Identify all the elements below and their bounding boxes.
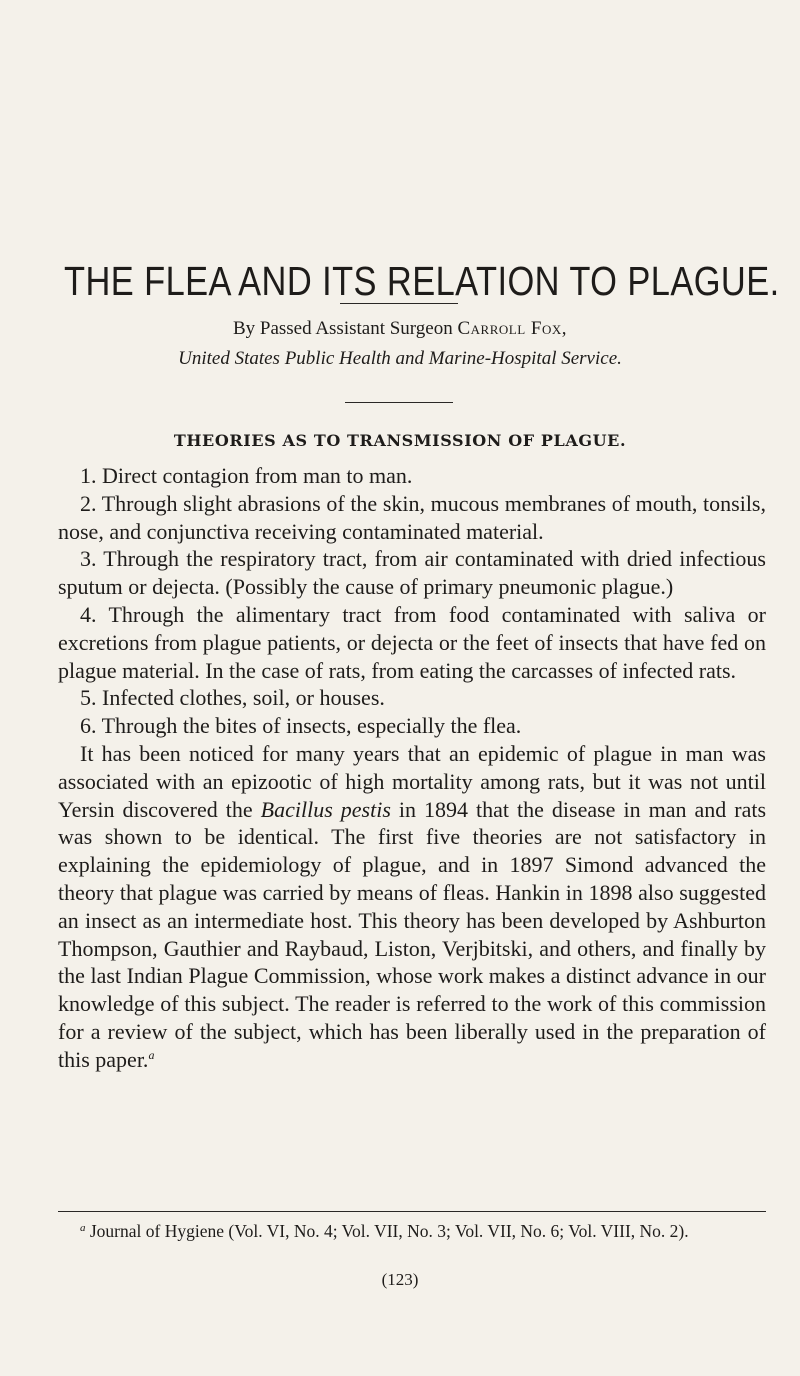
section-divider <box>345 402 453 403</box>
article-body <box>58 462 766 1074</box>
theory-item-3: 3. Through the respiratory tract, from air contaminated with dried infectious sputum or dejecta. (Possibly the cause of primary pneumonic plague.) <box>58 546 766 600</box>
theory-item-4: 4. Through the alimentary tract from food contaminated with saliva or excretions from plague patients, or dejecta or the feet of insects that have fed on plague material. In the case of rats, from eating the carcasses of infected rats. <box>58 601 766 683</box>
byline-prefix: By Passed Assistant Surgeon <box>232 318 453 339</box>
theory-item-2: 2. Through slight abrasions of the skin, mucous membranes of mouth, tonsils, nose, and conjunctiva receiving contaminated material. <box>58 490 766 544</box>
section-heading: THEORIES AS TO TRANSMISSION OF PLAGUE. <box>173 431 627 450</box>
paragraph-text-2: in 1894 that the disease in man and rats was shown to be identical. The first five theories are not satisfactory in explaining the epidemiology of plague, and in 1897 Simond advanced the theory that plague was carried by means of fleas. Hankin in 1898 also suggested an insect as an intermediate host. This theory has been developed by Ashburton Thompson, Gauthier and Raybaud, Liston, Verjbitski, and others, and finally by the last Indian Plague Commission, whose work makes a distinct advance in our knowledge of this subject. The reader is referred to the work of this commission for a review of the subject, which has been liberally used in the preparation of this paper. <box>58 796 767 1072</box>
article-title: THE FLEA AND ITS RELATION TO PLAGUE. <box>64 258 780 304</box>
body-paragraph <box>58 740 766 1074</box>
theory-item-5: 5. Infected clothes, soil, or houses. <box>80 685 385 711</box>
footnote-mark: a <box>80 1222 86 1234</box>
footnote-reference[interactable]: a <box>148 1047 155 1062</box>
footnote <box>58 1219 766 1243</box>
author-name: Carroll Fox, <box>457 318 568 339</box>
byline <box>0 318 800 340</box>
theory-item-1: 1. Direct contagion from man to man. <box>80 463 413 488</box>
paragraph-text-1: It has been noticed for many years that an epidemic of plague in man was associated with an epizootic of high mortality among rats, but it was not until Yersin discovered the <box>58 740 766 822</box>
footnote-divider <box>58 1211 766 1212</box>
theory-item-6: 6. Through the bites of insects, especially the flea. <box>80 713 522 739</box>
author-affiliation: United States Public Health and Marine-Hospital Service. <box>178 348 622 369</box>
title-divider <box>340 303 458 304</box>
species-name: Bacillus pestis <box>260 796 391 822</box>
page-number: (123) <box>381 1270 419 1289</box>
footnote-text: Journal of Hygiene (Vol. VI, No. 4; Vol. VII, No. 3; Vol. VII, No. 6; Vol. VIII, No. 2). <box>85 1221 689 1241</box>
